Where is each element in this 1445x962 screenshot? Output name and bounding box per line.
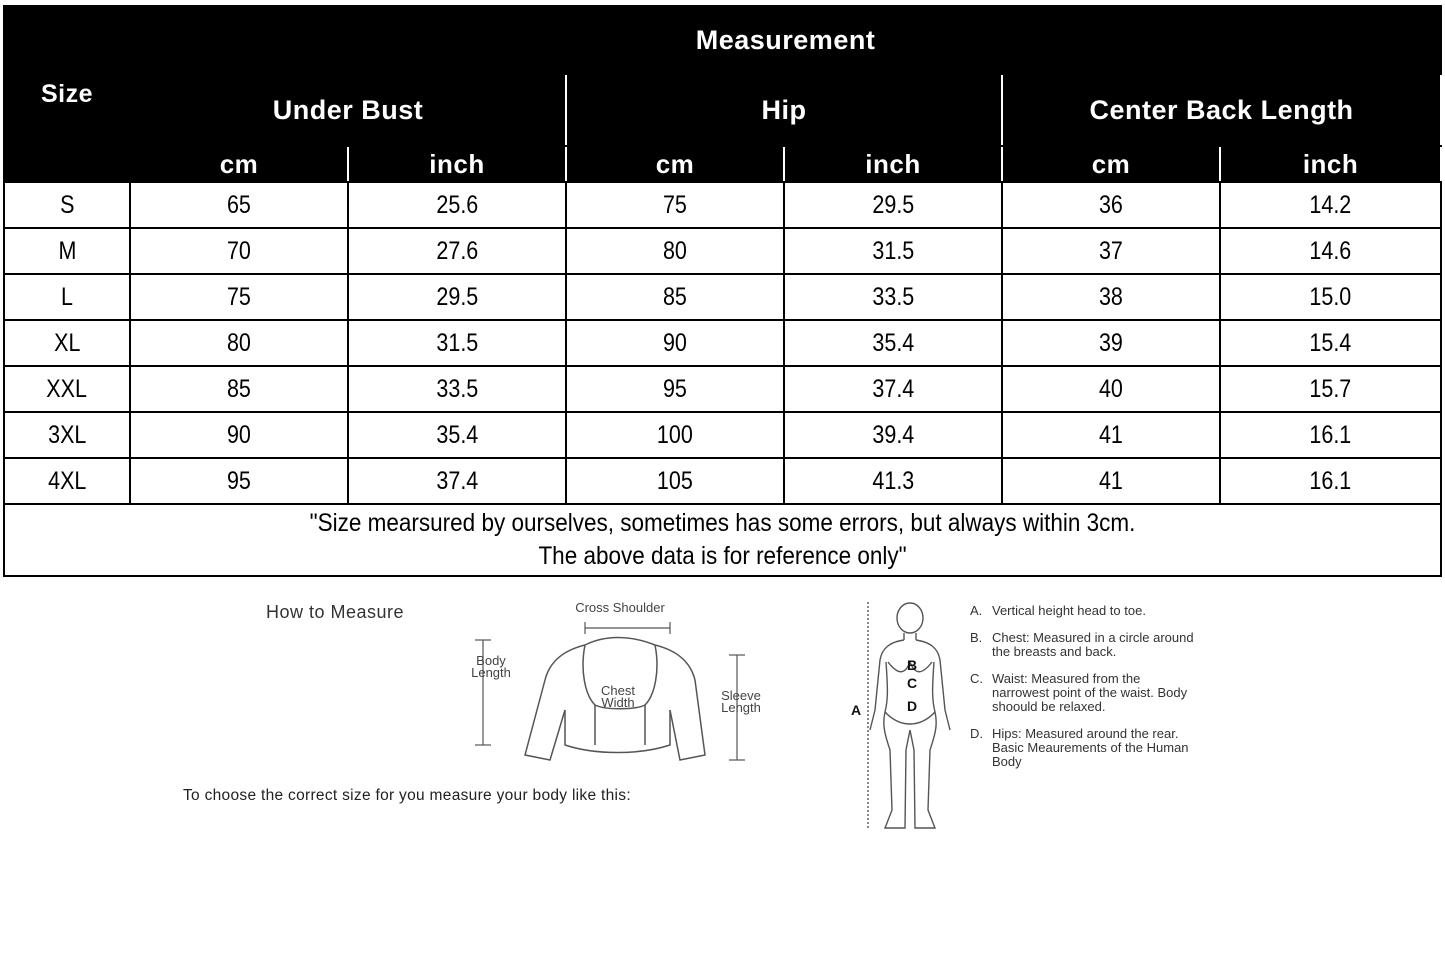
cell-text: 15.4 (1309, 328, 1352, 357)
unit-header: inch (784, 146, 1002, 182)
value-cell (1220, 228, 1441, 274)
cell-text: 15.7 (1309, 374, 1352, 403)
cell-text: 16.1 (1309, 420, 1352, 449)
value-cell (348, 274, 566, 320)
figure-letter-a: A (851, 702, 862, 718)
cross-shoulder-label: Cross Shoulder (575, 600, 665, 615)
cell-text: 27.6 (436, 236, 478, 265)
value-cell (784, 412, 1002, 458)
value-cell (566, 320, 784, 366)
legend-key: C. (970, 671, 983, 686)
legend-item (970, 604, 1200, 618)
value-cell (1002, 228, 1220, 274)
cell-text: 70 (227, 236, 251, 265)
chest-width-label: Chest Width (601, 683, 635, 710)
cell-text: 85 (227, 374, 251, 403)
cell-text: 65 (227, 190, 251, 219)
body-length-label: Body Length (471, 653, 511, 680)
how-to-measure-title: How to Measure (266, 602, 405, 622)
value-cell (348, 458, 566, 504)
value-cell (1002, 458, 1220, 504)
cell-text: 31.5 (436, 328, 478, 357)
value-cell (784, 458, 1002, 504)
cell-text: 35.4 (436, 420, 478, 449)
value-cell (1220, 274, 1441, 320)
table-row (4, 458, 1441, 504)
legend-text: Waist: Measured from the narrowest point of the waist. Body shoould be relaxed. (992, 671, 1188, 714)
value-cell (130, 320, 348, 366)
cell-text: XXL (46, 374, 88, 403)
legend-text: Hips: Measured around the rear. Basic Meaurements of the Human Body (992, 726, 1189, 769)
table-row (4, 274, 1441, 320)
size-rows (4, 182, 1441, 504)
cell-text: 33.5 (872, 282, 914, 311)
cell-text: 41 (1099, 420, 1123, 449)
legend-text: Vertical height head to toe. (992, 603, 1146, 618)
cell-text: M (58, 236, 76, 265)
size-cell (4, 228, 130, 274)
group-header-hip: Hip (566, 74, 1002, 146)
cell-text: 35.4 (872, 328, 914, 357)
value-cell (566, 228, 784, 274)
figure-letter-d: D (907, 698, 918, 714)
value-cell (566, 182, 784, 228)
unit-header: cm (1002, 146, 1220, 182)
cell-text: 90 (663, 328, 687, 357)
cell-text: 31.5 (872, 236, 914, 265)
size-cell (4, 458, 130, 504)
value-cell (1220, 366, 1441, 412)
cell-text: 105 (657, 466, 693, 495)
cell-text: 3XL (47, 420, 87, 449)
cell-text: 38 (1099, 282, 1123, 311)
legend-key: B. (970, 630, 983, 645)
measure-instruction: To choose the correct size for you measure your body like this: (183, 787, 631, 804)
unit-header: inch (1220, 146, 1441, 182)
value-cell (348, 228, 566, 274)
legend-item (970, 727, 1200, 769)
value-cell (130, 182, 348, 228)
cell-text: 95 (663, 374, 687, 403)
disclaimer-line-2: The above data is for reference only" (538, 542, 907, 570)
value-cell (1002, 320, 1220, 366)
table-row (4, 366, 1441, 412)
body-figure (860, 600, 960, 835)
value-cell (566, 274, 784, 320)
cell-text: 39 (1099, 328, 1123, 357)
cell-text: 85 (663, 282, 687, 311)
cell-text: 15.0 (1309, 282, 1352, 311)
figure-letter-b: B (907, 657, 918, 673)
legend-key: D. (970, 726, 983, 741)
cell-text: 29.5 (436, 282, 478, 311)
size-cell (4, 320, 130, 366)
value-cell (566, 412, 784, 458)
size-cell (4, 412, 130, 458)
table-row (4, 320, 1441, 366)
size-cell (4, 182, 130, 228)
cell-text: 75 (663, 190, 687, 219)
cell-text: 25.6 (436, 190, 478, 219)
value-cell (1220, 412, 1441, 458)
value-cell (1220, 320, 1441, 366)
cell-text: 41.3 (872, 466, 914, 495)
figure-letter-c: C (907, 675, 918, 691)
cell-text: 37 (1099, 236, 1123, 265)
size-cell (4, 366, 130, 412)
value-cell (784, 320, 1002, 366)
cell-text: 14.2 (1309, 190, 1352, 219)
cell-text: 33.5 (436, 374, 478, 403)
cell-text: 36 (1099, 190, 1123, 219)
table-row (4, 182, 1441, 228)
measurement-header: Measurement (130, 6, 1441, 74)
value-cell (784, 274, 1002, 320)
size-chart-table (3, 5, 1442, 577)
cell-text: 39.4 (872, 420, 914, 449)
value-cell (784, 228, 1002, 274)
value-cell (348, 320, 566, 366)
value-cell (566, 458, 784, 504)
legend-item (970, 672, 1200, 714)
value-cell (1220, 182, 1441, 228)
legend-item (970, 631, 1200, 659)
size-column-header: Size (4, 6, 130, 182)
cell-text: 29.5 (872, 190, 914, 219)
unit-header: cm (566, 146, 784, 182)
group-header-under-bust: Under Bust (130, 74, 566, 146)
value-cell (348, 366, 566, 412)
legend-text: Chest: Measured in a circle around the breasts and back. (992, 630, 1194, 659)
value-cell (130, 274, 348, 320)
table-row (4, 412, 1441, 458)
cell-text: 75 (227, 282, 251, 311)
measurement-legend (970, 604, 1200, 782)
legend-key: A. (970, 603, 983, 618)
cell-text: 16.1 (1309, 466, 1352, 495)
cell-text: 14.6 (1309, 236, 1352, 265)
value-cell (1002, 412, 1220, 458)
value-cell (130, 412, 348, 458)
how-to-measure-section (0, 580, 1445, 962)
size-cell (4, 274, 130, 320)
unit-header: inch (348, 146, 566, 182)
cell-text: 41 (1099, 466, 1123, 495)
value-cell (348, 182, 566, 228)
value-cell (1002, 274, 1220, 320)
cell-text: 95 (227, 466, 251, 495)
cell-text: 90 (227, 420, 251, 449)
disclaimer-note (4, 504, 1441, 576)
disclaimer-line-1: "Size mearsured by ourselves, sometimes has some errors, but always within 3cm. (309, 509, 1136, 537)
value-cell (1002, 182, 1220, 228)
cell-text: 40 (1099, 374, 1123, 403)
value-cell (130, 458, 348, 504)
cell-text: 4XL (47, 466, 87, 495)
value-cell (784, 182, 1002, 228)
value-cell (1002, 366, 1220, 412)
cell-text: 80 (227, 328, 251, 357)
value-cell (130, 366, 348, 412)
unit-header: cm (130, 146, 348, 182)
group-header-center-back-length: Center Back Length (1002, 74, 1441, 146)
cell-text: S (59, 190, 75, 219)
cell-text: L (61, 282, 73, 311)
table-row (4, 228, 1441, 274)
value-cell (1220, 458, 1441, 504)
sleeve-length-label: Sleeve Length (721, 688, 761, 715)
value-cell (130, 228, 348, 274)
cell-text: 37.4 (872, 374, 914, 403)
cell-text: 37.4 (436, 466, 478, 495)
cell-text: 100 (657, 420, 693, 449)
value-cell (566, 366, 784, 412)
cell-text: 80 (663, 236, 687, 265)
value-cell (784, 366, 1002, 412)
cell-text: XL (53, 328, 81, 357)
value-cell (348, 412, 566, 458)
